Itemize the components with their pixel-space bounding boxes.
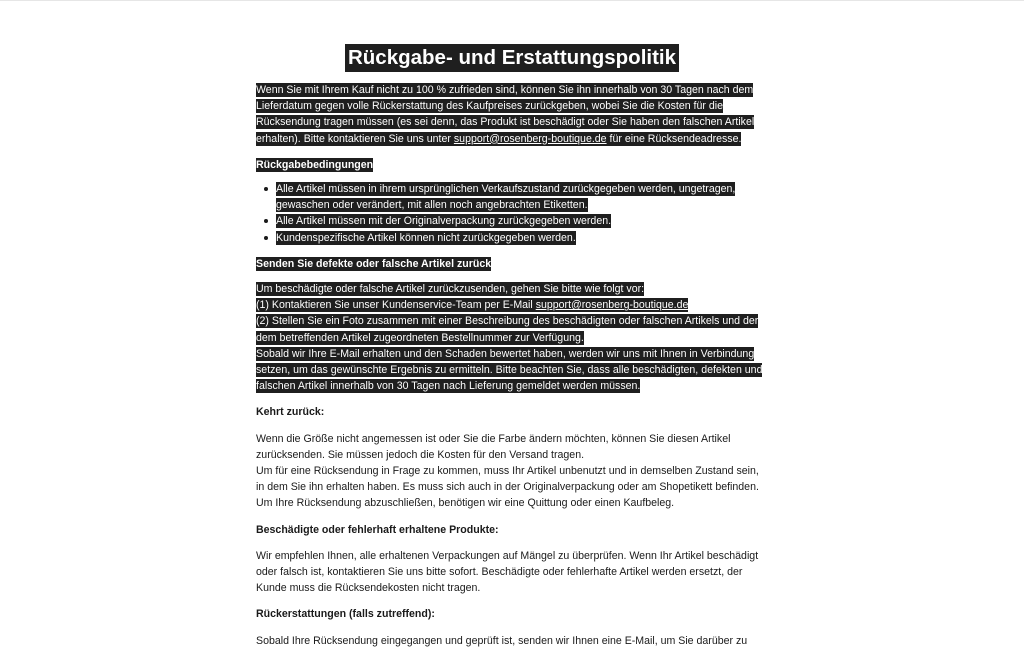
damaged-heading: Beschädigte oder fehlerhaft erhaltene Produkte: xyxy=(256,523,499,536)
returns-heading: Kehrt zurück: xyxy=(256,406,325,419)
intro-email-link[interactable]: support@rosenberg-boutique.de xyxy=(453,132,607,145)
defective-line-4: Sobald wir Ihre E-Mail erhalten und den Schaden bewertet haben, werden wir uns mit Ihnen in Verbindung setzen, um das gewünschte Ergebnis zu ermitteln. Bitte beachten Sie, dass alle beschädigten, defekten und falschen Artikel innerhalb von 30 Tagen nach Lieferung gemeldet werden müssen. xyxy=(256,347,763,393)
returns-paragraph xyxy=(256,431,768,512)
damaged-paragraph: Wir empfehlen Ihnen, alle erhaltenen Verpackungen auf Mängel zu überprüfen. Wenn Ihr Artikel beschädigt oder falsch ist, kontaktieren Sie uns bitte sofort. Beschädigte oder fehlerhafte Artikel werden ersetzt, der Kunde muss die Rücksendekosten nicht tragen. xyxy=(256,549,759,595)
intro-text: Wenn Sie mit Ihrem Kauf nicht zu 100 % zufrieden sind, können Sie ihn innerhalb von 30 Tagen nach dem Lieferdatum gegen volle Rückerstattung des Kaufpreises zurückgeben, wobei Sie die Kosten für die Rücksendung tragen müssen (es sei denn, das Produkt ist beschädigt oder Sie haben den falschen Artikel erhalten). Bitte kontaktieren Sie uns unter xyxy=(256,84,755,145)
list-item: Alle Artikel müssen in ihrem ursprünglichen Verkaufszustand zurückgegeben werden, ungetragen, gewaschen oder verändert, mit allen noch angebrachten Etiketten. xyxy=(276,181,768,213)
list-item: Kundenspezifische Artikel können nicht zurückgegeben werden. xyxy=(276,230,768,246)
intro-text-end: für eine Rücksendeadresse. xyxy=(606,132,742,145)
defective-line-2: (1) Kontaktieren Sie unser Kundenservice-Team per E-Mail xyxy=(256,299,536,312)
defective-email-link[interactable]: support@rosenberg-boutique.de xyxy=(535,299,689,312)
returns-line-3: Um Ihre Rücksendung abzuschließen, benötigen wir eine Quittung oder einen Kaufbeleg. xyxy=(256,497,675,510)
page-title xyxy=(256,35,768,69)
refunds-heading: Rückerstattungen (falls zutreffend): xyxy=(256,608,435,621)
page-title-text: Rückgabe- und Erstattungspolitik xyxy=(345,44,679,72)
returns-line-1: Wenn die Größe nicht angemessen ist oder Sie die Farbe ändern möchten, können Sie diesen Artikel zurücksenden. Sie müssen jedoch die Kosten für den Versand tragen. xyxy=(256,432,731,461)
refunds-paragraph: Sobald Ihre Rücksendung eingegangen und geprüft ist, senden wir Ihnen eine E-Mail, um Sie darüber zu xyxy=(256,634,748,647)
bullet-icon xyxy=(264,219,268,223)
policy-content xyxy=(256,0,768,649)
defective-paragraph xyxy=(256,281,768,394)
defective-line-1: Um beschädigte oder falsche Artikel zurückzusenden, gehen Sie bitte wie folgt vor: xyxy=(256,283,645,296)
intro-paragraph xyxy=(256,82,768,147)
list-item: Alle Artikel müssen mit der Originalverpackung zurückgegeben werden. xyxy=(276,213,768,229)
defective-line-3: (2) Stellen Sie ein Foto zusammen mit einer Beschreibung des beschädigten oder falschen Artikels und der dem betreffenden Artikel zugeordneten Bestellnummer zur Verfügung. xyxy=(256,315,759,344)
defective-heading: Senden Sie defekte oder falsche Artikel zurück xyxy=(256,257,492,270)
bullet-icon xyxy=(264,187,268,191)
bullet-icon xyxy=(264,236,268,240)
conditions-heading: Rückgabebedingungen xyxy=(256,158,374,171)
conditions-list xyxy=(256,181,768,246)
returns-line-2: Um für eine Rücksendung in Frage zu kommen, muss Ihr Artikel unbenutzt und in demselben Zustand sein, in dem Sie ihn erhalten haben. Es muss sich auch in der Originalverpackung oder am Shopetikett befinden. xyxy=(256,465,759,494)
